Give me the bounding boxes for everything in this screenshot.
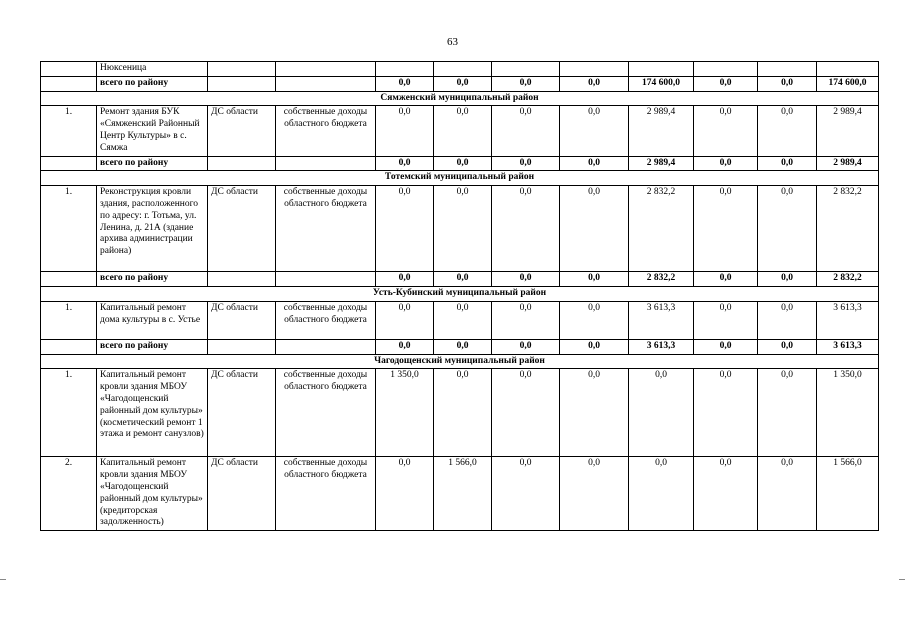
value-cell: 0,0: [376, 186, 434, 272]
total-row: [41, 339, 879, 354]
total-value-cell: 0,0: [560, 156, 629, 171]
value-cell: [694, 62, 758, 77]
value-cell: 0,0: [694, 457, 758, 531]
section-header-row: [41, 171, 879, 186]
budget-table: [40, 61, 879, 531]
total-value-cell: 0,0: [758, 76, 817, 91]
value-cell: 0,0: [376, 457, 434, 531]
value-cell: 0,0: [434, 369, 492, 457]
row-index: 1.: [41, 369, 97, 457]
customer: [208, 156, 276, 171]
customer: ДС области: [208, 106, 276, 156]
row-index: [41, 62, 97, 77]
value-cell: 0,0: [694, 186, 758, 272]
funding-source: [276, 272, 376, 287]
value-cell: 0,0: [560, 457, 629, 531]
value-cell: 1 566,0: [817, 457, 879, 531]
table-row: [41, 62, 879, 77]
value-cell: 2 989,4: [629, 106, 694, 156]
total-row: [41, 156, 879, 171]
value-cell: 0,0: [758, 369, 817, 457]
total-value-cell: 0,0: [560, 272, 629, 287]
section-title: Чагодощенский муниципальный район: [41, 354, 879, 369]
total-value-cell: 0,0: [694, 76, 758, 91]
customer: ДС области: [208, 457, 276, 531]
row-index: 1.: [41, 301, 97, 339]
total-value-cell: 2 832,2: [817, 272, 879, 287]
value-cell: 0,0: [560, 106, 629, 156]
customer: ДС области: [208, 369, 276, 457]
value-cell: 0,0: [492, 457, 560, 531]
total-value-cell: 0,0: [694, 156, 758, 171]
value-cell: 0,0: [434, 186, 492, 272]
row-index: [41, 76, 97, 91]
value-cell: 3 613,3: [817, 301, 879, 339]
customer: ДС области: [208, 186, 276, 272]
total-value-cell: 0,0: [434, 339, 492, 354]
total-value-cell: 2 989,4: [817, 156, 879, 171]
funding-source: собственные доходы областного бюджета: [276, 186, 376, 272]
object-name: Капитальный ремонт дома культуры в с. Устье: [97, 301, 208, 339]
customer: [208, 272, 276, 287]
section-header-row: [41, 286, 879, 301]
total-value-cell: 2 832,2: [629, 272, 694, 287]
table-row: [41, 186, 879, 272]
value-cell: 0,0: [758, 457, 817, 531]
funding-source: [276, 339, 376, 354]
table-row: [41, 106, 879, 156]
right-edge-mark: [899, 579, 905, 580]
value-cell: 0,0: [694, 301, 758, 339]
value-cell: 0,0: [629, 457, 694, 531]
value-cell: 0,0: [758, 301, 817, 339]
value-cell: 0,0: [560, 301, 629, 339]
value-cell: 0,0: [758, 186, 817, 272]
value-cell: 0,0: [376, 106, 434, 156]
value-cell: 0,0: [694, 106, 758, 156]
value-cell: 2 832,2: [817, 186, 879, 272]
value-cell: 0,0: [492, 301, 560, 339]
value-cell: 0,0: [560, 186, 629, 272]
value-cell: [758, 62, 817, 77]
total-value-cell: 0,0: [758, 272, 817, 287]
customer: ДС области: [208, 301, 276, 339]
value-cell: 1 350,0: [376, 369, 434, 457]
value-cell: 0,0: [758, 106, 817, 156]
customer: [208, 76, 276, 91]
row-index: [41, 339, 97, 354]
value-cell: 0,0: [629, 369, 694, 457]
total-value-cell: 174 600,0: [629, 76, 694, 91]
total-value-cell: 0,0: [560, 76, 629, 91]
total-value-cell: 174 600,0: [817, 76, 879, 91]
total-value-cell: 0,0: [376, 272, 434, 287]
total-value-cell: 3 613,3: [817, 339, 879, 354]
value-cell: 0,0: [694, 369, 758, 457]
total-value-cell: 0,0: [560, 339, 629, 354]
table-row: [41, 369, 879, 457]
value-cell: 0,0: [434, 301, 492, 339]
value-cell: 0,0: [492, 106, 560, 156]
row-index: [41, 272, 97, 287]
row-index: 2.: [41, 457, 97, 531]
funding-source: собственные доходы областного бюджета: [276, 301, 376, 339]
total-value-cell: 2 989,4: [629, 156, 694, 171]
value-cell: 0,0: [492, 186, 560, 272]
total-value-cell: 0,0: [492, 339, 560, 354]
value-cell: [817, 62, 879, 77]
total-value-cell: 0,0: [376, 339, 434, 354]
value-cell: [434, 62, 492, 77]
total-row: [41, 272, 879, 287]
total-label: всего по району: [97, 76, 208, 91]
value-cell: 2 989,4: [817, 106, 879, 156]
section-title: Тотемский муниципальный район: [41, 171, 879, 186]
funding-source: [276, 62, 376, 77]
total-value-cell: 0,0: [758, 339, 817, 354]
value-cell: 0,0: [492, 369, 560, 457]
total-value-cell: 0,0: [694, 272, 758, 287]
value-cell: 1 350,0: [817, 369, 879, 457]
total-row: [41, 76, 879, 91]
total-label: всего по району: [97, 272, 208, 287]
section-header-row: [41, 91, 879, 106]
row-index: 1.: [41, 186, 97, 272]
funding-source: собственные доходы областного бюджета: [276, 457, 376, 531]
object-name: Нюксеница: [97, 62, 208, 77]
page-number: 63: [447, 36, 458, 48]
object-name: Капитальный ремонт кровли здания МБОУ «Чагодощенский районный дом культуры» (кредиторская задолженность): [97, 457, 208, 531]
section-header-row: [41, 354, 879, 369]
value-cell: [629, 62, 694, 77]
value-cell: 1 566,0: [434, 457, 492, 531]
funding-source: [276, 76, 376, 91]
value-cell: [560, 62, 629, 77]
section-title: Сямженский муниципальный район: [41, 91, 879, 106]
table-row: [41, 301, 879, 339]
customer: [208, 62, 276, 77]
customer: [208, 339, 276, 354]
total-value-cell: 0,0: [758, 156, 817, 171]
funding-source: собственные доходы областного бюджета: [276, 106, 376, 156]
total-value-cell: 0,0: [694, 339, 758, 354]
value-cell: 2 832,2: [629, 186, 694, 272]
total-value-cell: 0,0: [434, 272, 492, 287]
total-value-cell: 0,0: [492, 272, 560, 287]
row-index: 1.: [41, 106, 97, 156]
total-value-cell: 0,0: [376, 76, 434, 91]
total-value-cell: 0,0: [492, 156, 560, 171]
row-index: [41, 156, 97, 171]
total-value-cell: 0,0: [376, 156, 434, 171]
section-title: Усть-Кубинский муниципальный район: [41, 286, 879, 301]
value-cell: [492, 62, 560, 77]
total-value-cell: 0,0: [434, 76, 492, 91]
object-name: Ремонт здания БУК «Сямженский Районный Центр Культуры» в с. Сямжа: [97, 106, 208, 156]
total-label: всего по району: [97, 156, 208, 171]
object-name: Реконструкция кровли здания, расположенного по адресу: г. Тотьма, ул. Ленина, д. 21А (здание архива администрации района): [97, 186, 208, 272]
total-value-cell: 0,0: [434, 156, 492, 171]
value-cell: 0,0: [434, 106, 492, 156]
left-edge-mark: [0, 579, 6, 580]
object-name: Капитальный ремонт кровли здания МБОУ «Чагодощенский районный дом культуры» (косметический ремонт 1 этажа и ремонт санузлов): [97, 369, 208, 457]
value-cell: [376, 62, 434, 77]
value-cell: 0,0: [376, 301, 434, 339]
funding-source: [276, 156, 376, 171]
value-cell: 0,0: [560, 369, 629, 457]
total-value-cell: 3 613,3: [629, 339, 694, 354]
table-row: [41, 457, 879, 531]
value-cell: 3 613,3: [629, 301, 694, 339]
total-value-cell: 0,0: [492, 76, 560, 91]
funding-source: собственные доходы областного бюджета: [276, 369, 376, 457]
total-label: всего по району: [97, 339, 208, 354]
